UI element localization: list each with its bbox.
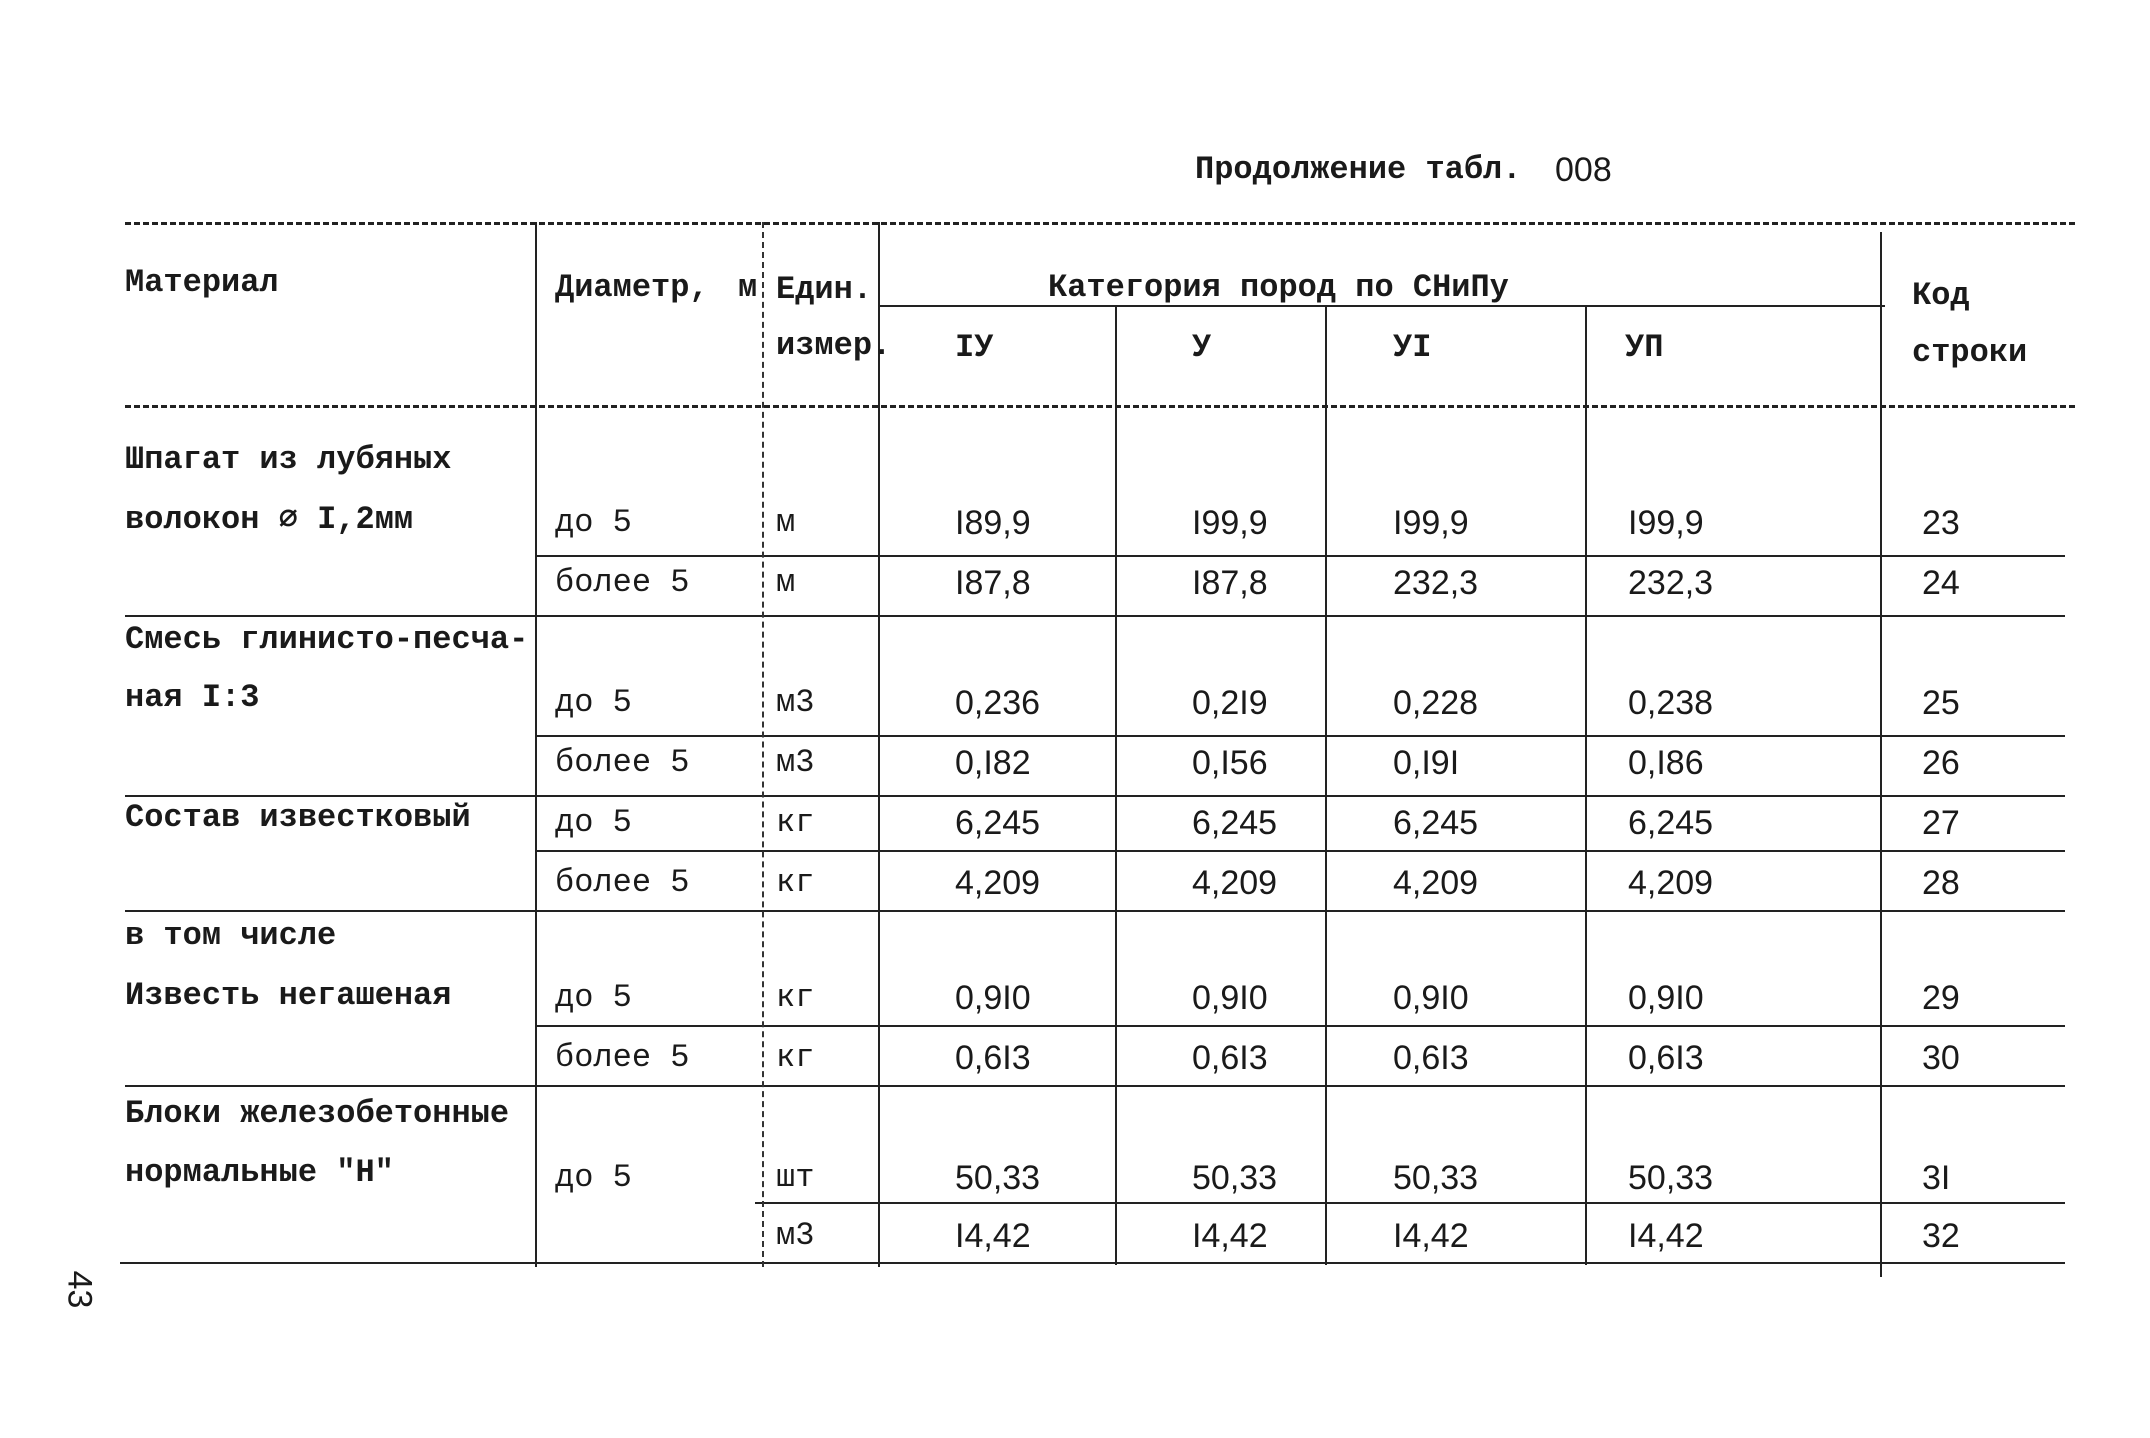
row-rule	[535, 555, 2065, 557]
cell-diameter: до 5	[555, 979, 632, 1016]
cell-v7: 0,I86	[1628, 744, 1704, 782]
cell-unit: кг	[776, 804, 815, 841]
cell-v7: 0,238	[1628, 684, 1714, 722]
cell-v4: I87,8	[955, 564, 1031, 602]
cell-v5: 0,I56	[1192, 744, 1268, 782]
cell-v4: 4,209	[955, 864, 1041, 902]
cell-v5: 0,2I9	[1192, 684, 1268, 722]
cell-v6: 0,6I3	[1393, 1039, 1469, 1077]
cell-code: 24	[1922, 564, 1960, 602]
row-rule	[125, 910, 2065, 912]
cell-v4: 50,33	[955, 1159, 1041, 1197]
col-rule-cat6	[1325, 305, 1327, 1265]
row-rule	[535, 850, 2065, 852]
cell-v4: I4,42	[955, 1217, 1031, 1255]
cell-unit: шт	[776, 1159, 815, 1196]
cell-v6: 50,33	[1393, 1159, 1479, 1197]
cell-v7: 6,245	[1628, 804, 1714, 842]
cell-code: 25	[1922, 684, 1960, 722]
cell-v6: 0,I9I	[1393, 744, 1460, 782]
col-rule-diameter	[535, 222, 537, 1267]
header-cat-6: УI	[1393, 329, 1432, 366]
material-name: Известь негашеная	[125, 977, 452, 1014]
header-diameter-unit: м	[738, 269, 758, 306]
header-code-1: Код	[1912, 277, 1970, 314]
cell-code: 26	[1922, 744, 1960, 782]
cell-v7: I99,9	[1628, 504, 1704, 542]
table-bottom-rule	[120, 1262, 2065, 1264]
cell-v7: 0,6I3	[1628, 1039, 1704, 1077]
col-rule-cat5	[1115, 305, 1117, 1265]
cell-v6: I99,9	[1393, 504, 1469, 542]
cell-code: 28	[1922, 864, 1960, 902]
cell-unit: кг	[776, 979, 815, 1016]
cell-v4: I89,9	[955, 504, 1031, 542]
material-name: волокон ∅ I,2мм	[125, 501, 414, 538]
cell-v5: 6,245	[1192, 804, 1278, 842]
continuation-label: Продолжение табл.	[1195, 151, 1522, 188]
cell-unit: кг	[776, 1039, 815, 1076]
header-code-2: строки	[1912, 334, 2028, 371]
material-name: Шпагат из лубяных	[125, 441, 452, 478]
header-bottom-rule	[125, 405, 2075, 408]
page-number: 43	[60, 1270, 99, 1309]
cell-v6: 0,9I0	[1393, 979, 1469, 1017]
cell-unit: м	[776, 504, 796, 541]
cell-diameter: до 5	[555, 684, 632, 721]
cell-v5: I99,9	[1192, 504, 1268, 542]
cell-code: 27	[1922, 804, 1960, 842]
row-rule	[535, 1025, 2065, 1027]
cell-v7: 232,3	[1628, 564, 1714, 602]
cell-v5: 4,209	[1192, 864, 1278, 902]
row-rule	[125, 1085, 2065, 1087]
cell-code: 32	[1922, 1217, 1960, 1255]
col-rule-code	[1880, 232, 1882, 1277]
cell-diameter: до 5	[555, 1159, 632, 1196]
material-name: ная I:3	[125, 679, 260, 716]
cell-diameter: до 5	[555, 504, 632, 541]
header-category-title: Категория пород по СНиПу	[1048, 269, 1509, 306]
cell-v4: 0,236	[955, 684, 1041, 722]
cell-diameter: более 5	[555, 864, 690, 901]
cell-v4: 0,I82	[955, 744, 1031, 782]
row-rule	[125, 795, 2065, 797]
cell-v6: 0,228	[1393, 684, 1479, 722]
header-cat-4: IУ	[955, 329, 994, 366]
row-rule	[755, 1202, 2065, 1204]
cell-code: 3I	[1922, 1159, 1951, 1197]
row-rule	[125, 615, 2065, 617]
header-unit-2: измер.	[776, 327, 892, 364]
cell-v4: 0,6I3	[955, 1039, 1031, 1077]
table-top-rule	[125, 222, 2075, 225]
col-rule-unit	[762, 222, 764, 1267]
cell-unit: м3	[776, 744, 815, 781]
cell-v4: 6,245	[955, 804, 1041, 842]
header-cat-5: У	[1192, 329, 1212, 366]
cell-v5: I87,8	[1192, 564, 1268, 602]
material-name: нормальные "Н"	[125, 1154, 394, 1191]
header-material: Материал	[125, 264, 279, 301]
cell-v5: 0,6I3	[1192, 1039, 1268, 1077]
cell-v6: 232,3	[1393, 564, 1479, 602]
cell-code: 29	[1922, 979, 1960, 1017]
cell-v6: 4,209	[1393, 864, 1479, 902]
cell-v5: I4,42	[1192, 1217, 1268, 1255]
cell-diameter: более 5	[555, 744, 690, 781]
col-rule-cat7	[1585, 305, 1587, 1265]
cell-code: 30	[1922, 1039, 1960, 1077]
material-name: в том числе	[125, 917, 337, 954]
cell-v6: 6,245	[1393, 804, 1479, 842]
cell-unit: м3	[776, 684, 815, 721]
cell-v5: 0,9I0	[1192, 979, 1268, 1017]
cell-v7: I4,42	[1628, 1217, 1704, 1255]
table-number: 008	[1555, 151, 1612, 189]
cell-unit: кг	[776, 864, 815, 901]
cell-diameter: более 5	[555, 564, 690, 601]
cell-code: 23	[1922, 504, 1960, 542]
header-unit-1: Един.	[776, 271, 873, 308]
cell-v5: 50,33	[1192, 1159, 1278, 1197]
material-name: Блоки железобетонные	[125, 1095, 510, 1132]
cell-diameter: более 5	[555, 1039, 690, 1076]
cell-unit: м	[776, 564, 796, 601]
cell-unit: м3	[776, 1217, 815, 1254]
cell-v7: 50,33	[1628, 1159, 1714, 1197]
cell-v7: 4,209	[1628, 864, 1714, 902]
cell-v4: 0,9I0	[955, 979, 1031, 1017]
cell-diameter: до 5	[555, 804, 632, 841]
header-cat-7: УП	[1625, 329, 1664, 366]
cell-v6: I4,42	[1393, 1217, 1469, 1255]
row-rule	[535, 735, 2065, 737]
cell-v7: 0,9I0	[1628, 979, 1704, 1017]
material-name: Смесь глинисто-песча-	[125, 621, 529, 658]
col-rule-cat4	[878, 222, 880, 1267]
material-name: Состав известковый	[125, 799, 471, 836]
header-diameter: Диаметр,	[555, 269, 709, 306]
